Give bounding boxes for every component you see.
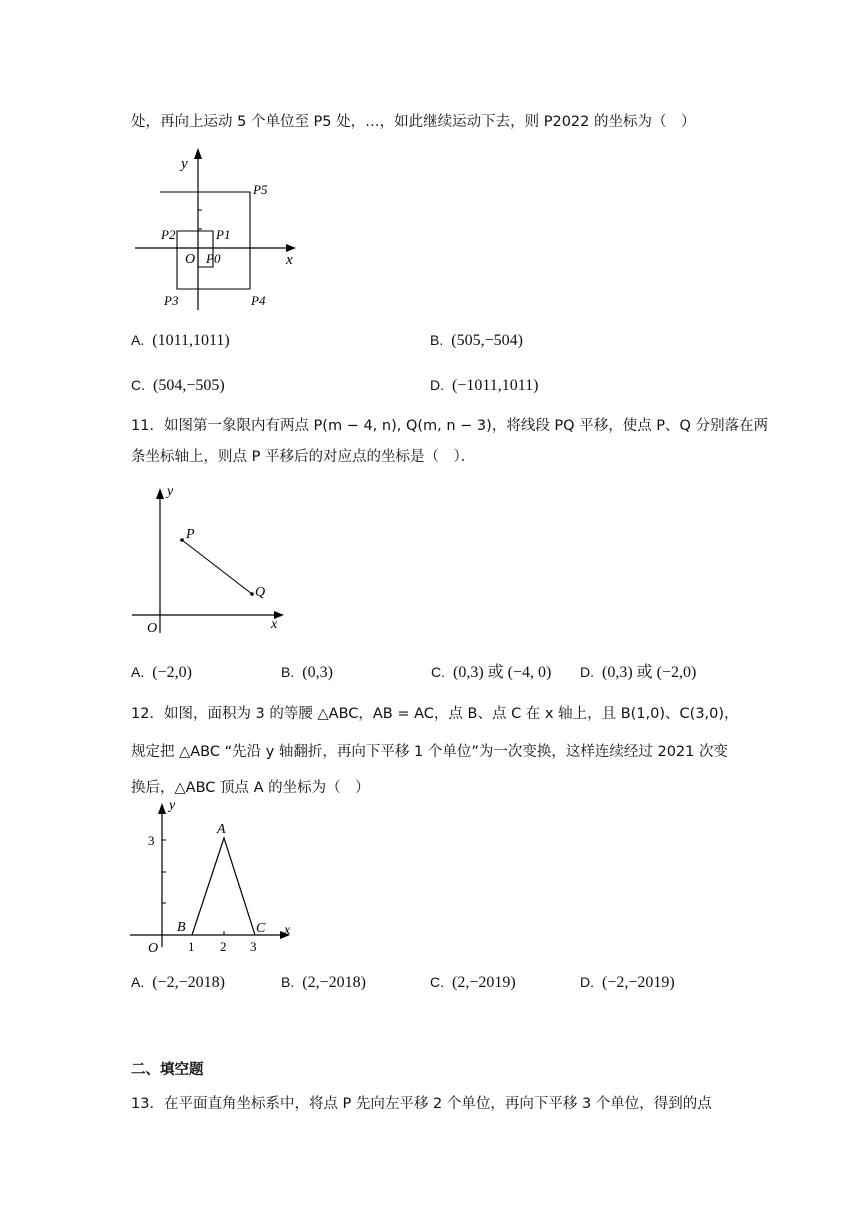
- q12-stem-line-2: 规定把 △ABC “先沿 y 轴翻折，再向下平移 1 个单位”为一次变换，这样连续经过 2021 次变: [131, 744, 728, 760]
- q10-p2-label: P2: [161, 227, 176, 242]
- q10-option-d: D. (−1011,1011): [430, 377, 539, 394]
- q10-y-label: y: [181, 156, 188, 172]
- section-fill-in-title: 二、填空题: [131, 1062, 204, 1078]
- q12-tick-3-y: 3: [148, 833, 155, 848]
- q12-triangle-abc: [192, 838, 255, 935]
- q11-stem-line-1: 11．如图第一象限内有两点 P(m − 4, n), Q(m, n − 3)，将线段 PQ 平移，使点 P、Q 分别落在两: [131, 418, 769, 434]
- q10-p3-label: P3: [164, 293, 179, 308]
- q11-stem-line-2: 条坐标轴上，则点 P 平移后的对应点的坐标是（ ）．: [131, 449, 476, 465]
- q11-origin-label: O: [147, 621, 158, 636]
- q11-p-label: P: [186, 527, 195, 542]
- q10-p4-label: P4: [251, 293, 266, 308]
- q10-stem-line: 处，再向上运动 5 个单位至 P5 处，…，如此继续运动下去，则 P2022 的坐标为（ ）: [131, 114, 696, 130]
- q11-segment-pq: [182, 540, 252, 594]
- q12-figure: [128, 795, 303, 955]
- q12-option-c: C. (2,−2019): [430, 974, 516, 991]
- q12-option-b: B. (2,−2018): [281, 974, 366, 991]
- q10-origin-label: O: [185, 252, 196, 267]
- q10-p0-label: P0: [206, 251, 221, 266]
- q12-tick-1: 1: [188, 939, 195, 954]
- q12-origin-label: O: [148, 941, 159, 956]
- q10-option-b: B. (505,−504): [430, 332, 523, 349]
- q10-x-arrow-icon: [286, 244, 296, 252]
- q12-stem-line-3: 换后，△ABC 顶点 A 的坐标为（ ）: [131, 780, 370, 796]
- q10-figure: [130, 145, 310, 315]
- q12-tick-2: 2: [220, 939, 227, 954]
- q12-b-label: B: [177, 920, 186, 935]
- q10-option-c: C. (504,−505): [131, 377, 225, 394]
- q12-tick-3-x: 3: [250, 939, 257, 954]
- q11-y-label: y: [167, 484, 174, 499]
- q12-c-label: C: [256, 921, 266, 936]
- q11-option-a: A. (−2,0): [131, 664, 192, 681]
- q12-option-a: A. (−2,−2018): [131, 974, 225, 991]
- q11-option-b: B. (0,3): [281, 664, 333, 681]
- q12-a-label: A: [217, 822, 226, 837]
- q12-x-label: x: [284, 923, 291, 938]
- q12-stem-line-1: 12．如图，面积为 3 的等腰 △ABC，AB = AC，点 B、点 C 在 x 轴上，且 B(1,0)、C(3,0)，: [131, 706, 739, 722]
- q10-x-label: x: [286, 252, 293, 268]
- q10-p5-label: P5: [253, 182, 268, 197]
- q12-option-d: D. (−2,−2019): [580, 974, 675, 991]
- q13-stem-line-1: 13．在平面直角坐标系中，将点 P 先向左平移 2 个单位，再向下平移 3 个单位，得到的点: [131, 1096, 712, 1112]
- q11-figure: [130, 483, 290, 643]
- q12-y-arrow-icon: [158, 803, 166, 814]
- q11-option-d: D. (0,3) 或 (−2,0): [580, 664, 697, 681]
- q11-q-label: Q: [255, 585, 266, 600]
- q10-y-arrow-icon: [194, 148, 202, 159]
- q11-y-arrow-icon: [156, 488, 164, 499]
- q10-option-a: A. (1011,1011): [131, 332, 230, 349]
- q10-p1-label: P1: [216, 227, 231, 242]
- q11-option-c: C. (0,3) 或 (−4, 0): [431, 664, 552, 681]
- q11-x-label: x: [271, 617, 278, 632]
- q12-y-label: y: [169, 798, 176, 813]
